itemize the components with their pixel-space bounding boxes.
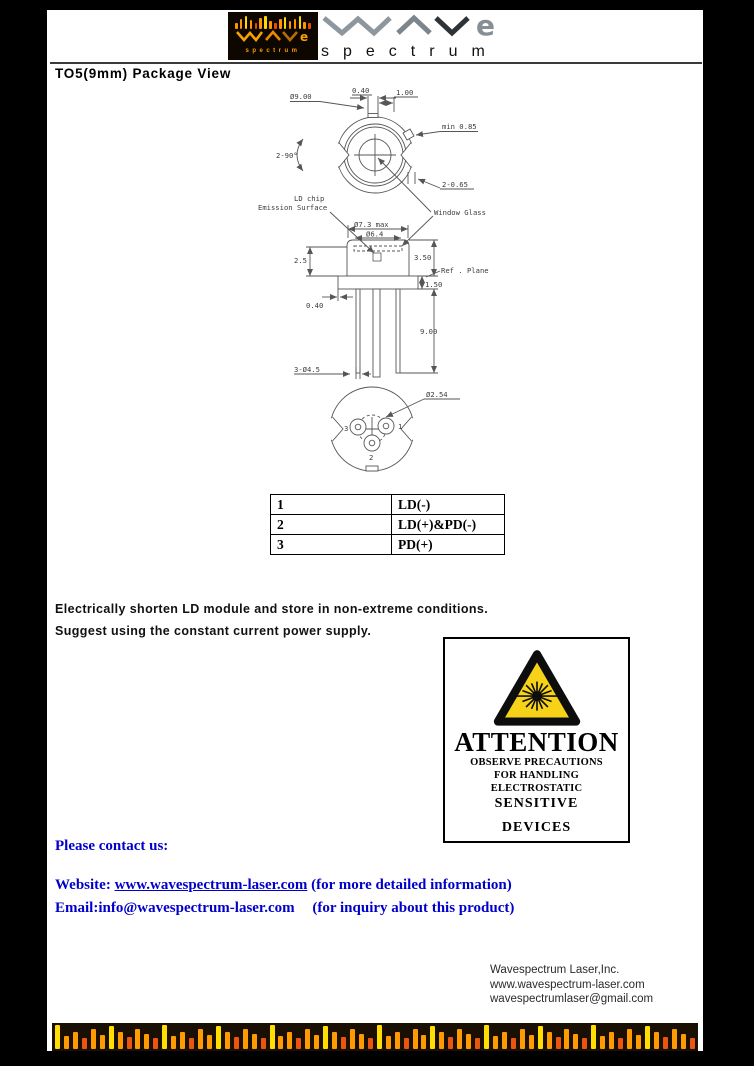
footer-website: www.wavespectrum-laser.com	[490, 978, 645, 991]
dim-label: Ø2.54	[426, 390, 448, 399]
header-divider	[50, 62, 702, 64]
dim-label: 1.00	[396, 88, 414, 97]
dim-label: 3-Ø4.5	[294, 365, 320, 374]
pin-number: 1	[398, 422, 403, 431]
brand-logo-small	[228, 12, 318, 60]
dim-label: 1.50	[425, 280, 443, 289]
note-line: Electrically shorten LD module and store in non-extreme conditions.	[55, 602, 489, 616]
part-label: Window Glass	[434, 208, 486, 217]
email-line	[55, 900, 514, 917]
pin-number: 3	[344, 424, 349, 433]
footer-company: Wavespectrum Laser,Inc.	[490, 964, 620, 976]
note-line: Suggest using the constant current power supply.	[55, 624, 372, 638]
package-drawing	[250, 82, 540, 487]
dim-label: 9.00	[420, 327, 438, 336]
attention-text: FOR HANDLING	[494, 770, 579, 782]
table-row	[271, 535, 505, 555]
logo-subtitle: spectrum	[321, 43, 499, 60]
decorative-spectrum-bar	[52, 1023, 698, 1051]
drawing-labels	[258, 86, 489, 462]
dim-label: Ø9.00	[290, 92, 312, 101]
footer-email: wavespectrumlaser@gmail.com	[490, 993, 654, 1005]
dim-label: 0.40	[306, 301, 324, 310]
contact-heading: Please contact us:	[55, 838, 169, 854]
pin-table	[270, 494, 505, 555]
website-line	[55, 877, 512, 894]
attention-text: ELECTROSTATIC	[490, 783, 583, 795]
wave-wordmark-icon	[321, 13, 521, 37]
pin-function-cell: LD(+)&PD(-)	[392, 515, 505, 535]
pin-function-cell: PD(+)	[392, 535, 505, 555]
website-link[interactable]: www.wavespectrum-laser.com	[114, 877, 308, 893]
document-page	[47, 10, 703, 1051]
part-label: Ref . Plane	[441, 266, 489, 275]
part-label: LD chip	[294, 194, 325, 203]
website-label: Website:	[55, 877, 115, 893]
dim-label: Ø7.3 max	[354, 220, 389, 229]
email-label: Email:	[55, 900, 99, 916]
dim-label: 2-90°	[276, 151, 298, 160]
dim-label: 2.5	[294, 256, 307, 265]
attention-text: DEVICES	[501, 819, 572, 835]
svg-text:e: e	[476, 13, 495, 37]
pin-function-cell: LD(-)	[392, 495, 505, 515]
pin-number: 2	[369, 453, 374, 462]
dim-label: 0.40	[352, 86, 370, 95]
table-row	[271, 495, 505, 515]
email-note: (for inquiry about this product)	[312, 900, 515, 916]
table-row	[271, 515, 505, 535]
footer-company-block	[490, 963, 653, 1007]
dim-label: Ø6.4	[366, 229, 384, 239]
part-label: Emission Surface	[258, 203, 328, 212]
dim-label: 3.50	[414, 253, 432, 262]
attention-text: OBSERVE PRECAUTIONS	[470, 757, 603, 768]
attention-box	[443, 637, 630, 843]
attention-text: SENSITIVE	[494, 796, 579, 812]
logo-subtitle: spectrum	[245, 48, 301, 54]
email-link[interactable]: info@wavespectrum-laser.com	[98, 900, 295, 916]
pin-number-cell: 2	[271, 515, 392, 535]
spectrum-bars-icon	[235, 16, 311, 29]
dim-label: min 0.85	[442, 122, 477, 131]
brand-logo-large	[321, 13, 531, 61]
svg-text:e: e	[300, 30, 309, 42]
spectrum-bars-icon	[55, 1025, 695, 1049]
attention-title: ATTENTION	[454, 727, 619, 757]
pin-number-cell: 3	[271, 535, 392, 555]
page-title: TO5(9mm) Package View	[55, 66, 232, 81]
pin-number-cell: 1	[271, 495, 392, 515]
laser-warning-icon	[491, 647, 583, 727]
dim-label: 2-0.65	[442, 180, 468, 189]
website-note: (for more detailed information)	[311, 877, 512, 893]
wave-logo-icon	[235, 29, 311, 42]
